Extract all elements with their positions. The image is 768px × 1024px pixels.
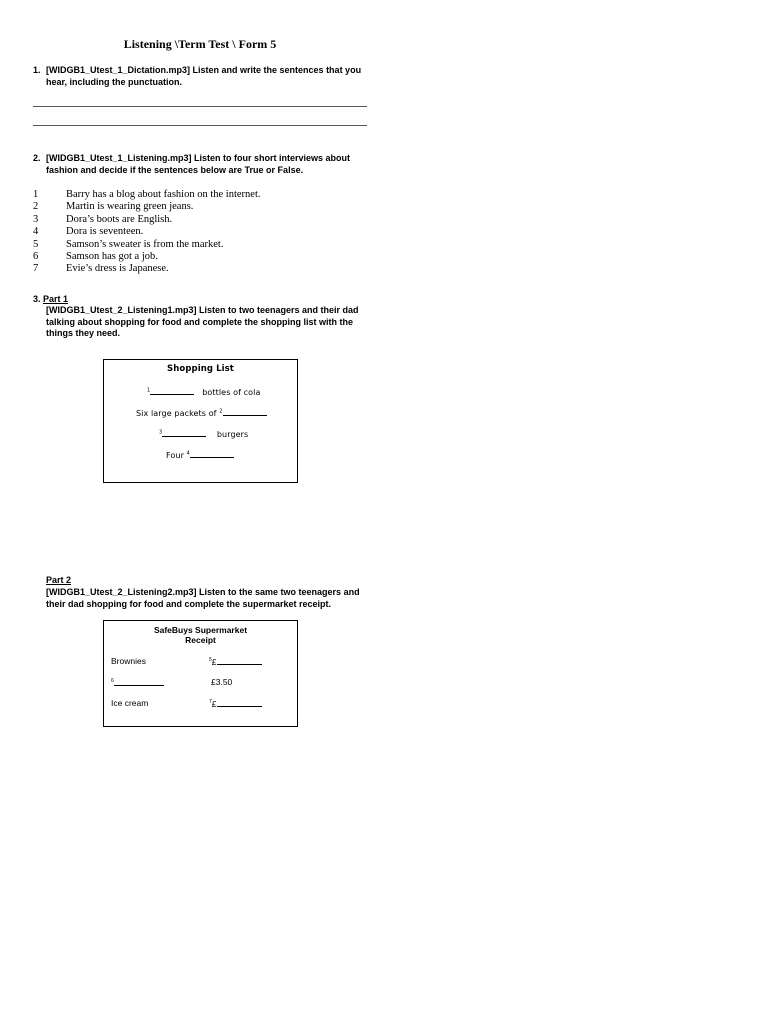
shopping-list-heading: Shopping List [167, 364, 234, 374]
gap-number: 1 [147, 387, 151, 394]
item-number: 5 [33, 238, 39, 250]
receipt-item-brownies: Brownies [111, 656, 146, 666]
item-text: Samson has got a job. [66, 250, 158, 262]
receipt-title: Receipt [185, 635, 216, 645]
answer-line [33, 106, 367, 107]
shopping-list-line-1 [147, 386, 261, 397]
receipt-price-ice-cream [209, 698, 262, 709]
question-number: 2. [33, 153, 41, 163]
answer-blank[interactable] [190, 449, 234, 458]
item-text: Dora’s boots are English. [66, 213, 173, 225]
item-text: Barry has a blog about fashion on the internet. [66, 189, 261, 200]
currency-symbol: £ [211, 699, 217, 709]
line-text: bottles of cola [202, 388, 261, 397]
part-2-instruction: [WIDGB1_Utest_2_Listening2.mp3] Listen to the same two teenagers and their dad shopping for food and complete the supermarket receipt. [46, 587, 360, 609]
answer-blank[interactable] [217, 698, 262, 707]
item-number: 3 [33, 213, 39, 225]
item-text: Martin is wearing green jeans. [66, 201, 194, 213]
item-number: 4 [33, 226, 39, 238]
gap-number: 4 [186, 450, 190, 457]
receipt-item-ice-cream: Ice cream [111, 698, 149, 708]
receipt-price-brownies [209, 656, 262, 667]
shopping-list-line-3 [159, 428, 248, 439]
answer-line [33, 125, 367, 126]
line-text: Six large packets of [136, 409, 217, 418]
receipt-price: £3.50 [211, 677, 233, 687]
page-title: Listening \Term Test \ Form 5 [123, 37, 277, 51]
answer-blank[interactable] [162, 428, 206, 437]
part-1-label: Part 1 [43, 294, 69, 304]
item-number: 7 [33, 263, 39, 275]
answer-blank[interactable] [217, 656, 262, 665]
item-number: 6 [33, 250, 39, 262]
item-text: Dora is seventeen. [66, 226, 144, 238]
shopping-list-line-4 [166, 449, 234, 460]
gap-number: 2 [219, 408, 223, 415]
item-text: Evie’s dress is Japanese. [66, 263, 169, 275]
gap-number: 3 [159, 429, 163, 436]
gap-number: 5 [209, 657, 212, 664]
receipt-heading [104, 625, 297, 645]
receipt-box [103, 620, 298, 727]
receipt-item-gap [111, 677, 164, 688]
line-text: Four [166, 451, 184, 460]
gap-number: 7 [209, 699, 212, 706]
question-3-number [33, 294, 41, 306]
shopping-list-line-2 [136, 407, 267, 418]
gap-number: 6 [111, 678, 114, 685]
answer-blank[interactable] [150, 386, 194, 395]
question-number: 3. [33, 294, 41, 304]
question-1 [33, 65, 373, 89]
question-instruction: [WIDGB1_Utest_1_Dictation.mp3] Listen and write the sentences that you hear, including the punctuation. [46, 65, 362, 87]
part-2-label: Part 2 [46, 575, 72, 585]
question-2 [33, 153, 373, 177]
answer-blank[interactable] [114, 677, 164, 686]
answer-blank[interactable] [223, 407, 267, 416]
shopping-list-box [103, 359, 298, 483]
question-number: 1. [33, 65, 41, 75]
item-text: Samson’s sweater is from the market. [66, 238, 224, 250]
question-instruction: [WIDGB1_Utest_1_Listening.mp3] Listen to four short interviews about fashion and decide if the sentences below are True or False. [46, 153, 351, 175]
item-number: 2 [33, 201, 39, 213]
currency-symbol: £ [211, 657, 217, 667]
item-number: 1 [33, 189, 39, 200]
part-1-instruction: [WIDGB1_Utest_2_Listening1.mp3] Listen to two teenagers and their dad talking about shopping for food and complete the shopping list with the things they need. [46, 305, 359, 338]
line-text: burgers [216, 430, 249, 439]
receipt-store-name: SafeBuys Supermarket [153, 625, 248, 635]
